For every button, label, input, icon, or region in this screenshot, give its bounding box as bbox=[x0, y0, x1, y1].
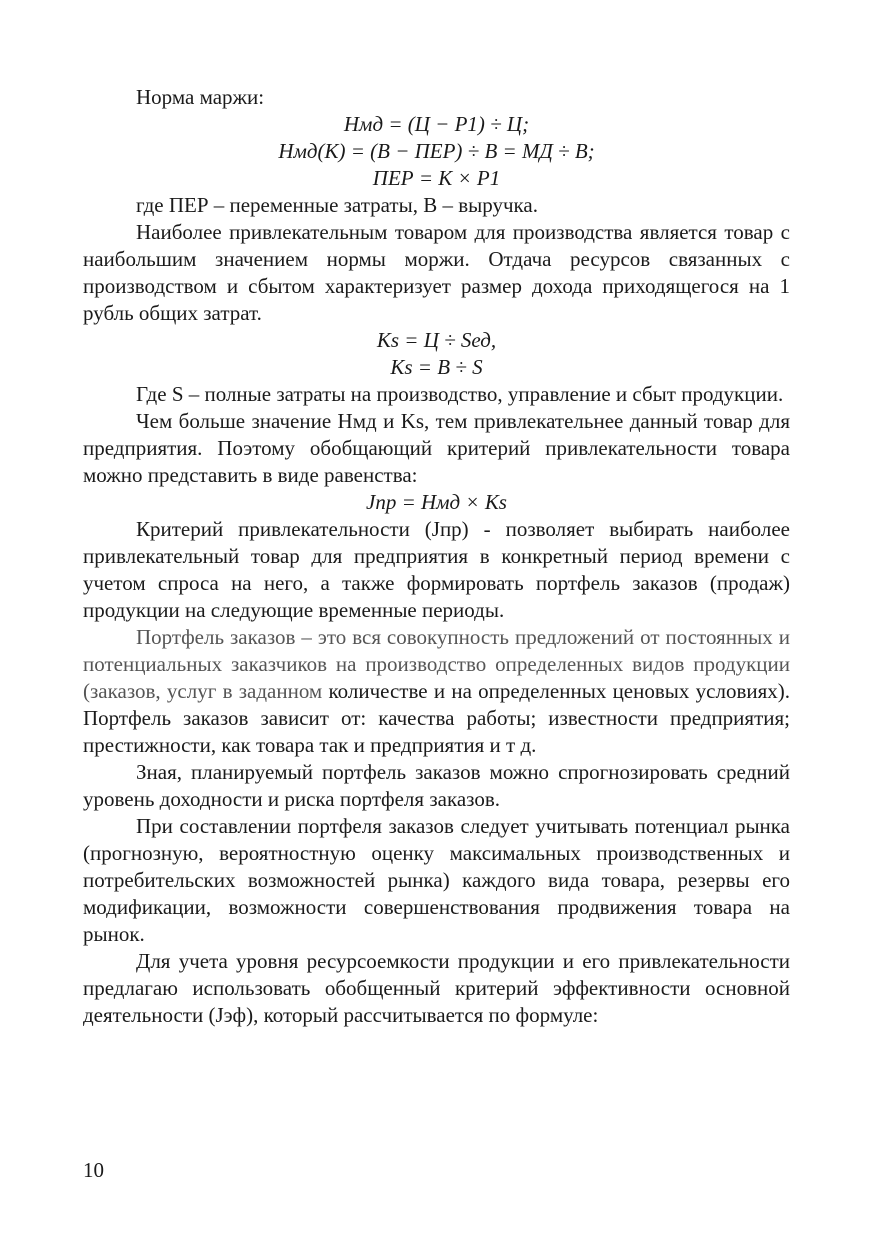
formula-ks-unit: Кs = Ц ÷ Sед, bbox=[376, 328, 497, 352]
paragraph-order-portfolio bbox=[83, 624, 790, 759]
page-number: 10 bbox=[83, 1158, 104, 1182]
paragraph-to-account: Для учета уровня ресурсоемкости продукции и его привлекательности предлагаю использовать обобщенный критерий эффективности основной деятельности (Jэф), который рассчитывается по формуле: bbox=[83, 949, 790, 1027]
paragraph-where-per: где ПЕР – переменные затраты, В – выручка. bbox=[136, 193, 538, 217]
paragraph-compiling: При составлении портфеля заказов следует учитывать потенциал рынка (прогнозную, вероятностную оценку максимальных производственных и потребительских возможностей рынка) каждого вида товара, резервы его модификации, возможности совершенствования продвижения товара на рынок. bbox=[83, 814, 790, 946]
formula-variable-costs: ПЕР = К × Р1 bbox=[372, 166, 501, 190]
paragraph-attractive-product: Наиболее привлекательным товаром для производства является товар с наибольшим значением нормы моржи. Отдача ресурсов связанных с производством и сбытом характеризует размер дохода приходящегося на 1 рубль общих затрат. bbox=[83, 220, 790, 325]
paragraph-order-portfolio-gray: Портфель заказов – это вся совокупность предложений от постоянных и потенциальных заказчиков на производство определенных видов продукции (заказов, услуг в заданном bbox=[83, 625, 790, 703]
formula-margin-norm: Нмд = (Ц − Р1) ÷ Ц; bbox=[343, 112, 530, 136]
intro-label: Норма маржи: bbox=[136, 85, 265, 109]
formula-margin-norm-k: Нмд(К) = (В − ПЕР) ÷ В = МД ÷ В; bbox=[278, 139, 595, 163]
formula-attractiveness-criterion: Jпр = Нмд × Кs bbox=[366, 490, 507, 514]
paragraph-where-s: Где S – полные затраты на производство, управление и сбыт продукции. bbox=[136, 382, 784, 406]
paragraph-order-portfolio-rest: количестве и на определенных ценовых условиях). Портфель заказов зависит от: качества работы; известности предприятия; престижности, как товара так и предприятия и т д. bbox=[83, 679, 791, 757]
document-page bbox=[83, 84, 790, 1029]
formula-ks-total: Кs = В ÷ S bbox=[390, 355, 483, 379]
paragraph-criterion: Критерий привлекательности (Jпр) - позволяет выбирать наиболее привлекательный товар для предприятия в конкретный период времени с учетом спроса на него, а также формировать портфель заказов (продаж) продукции на следующие временные периоды. bbox=[83, 517, 790, 622]
paragraph-the-greater: Чем больше значение Нмд и Ks, тем привлекательнее данный товар для предприятия. Поэтому обобщающий критерий привлекательности товара можно представить в виде равенства: bbox=[83, 409, 790, 487]
paragraph-knowing: Зная, планируемый портфель заказов можно спрогнозировать средний уровень доходности и риска портфеля заказов. bbox=[83, 760, 790, 811]
